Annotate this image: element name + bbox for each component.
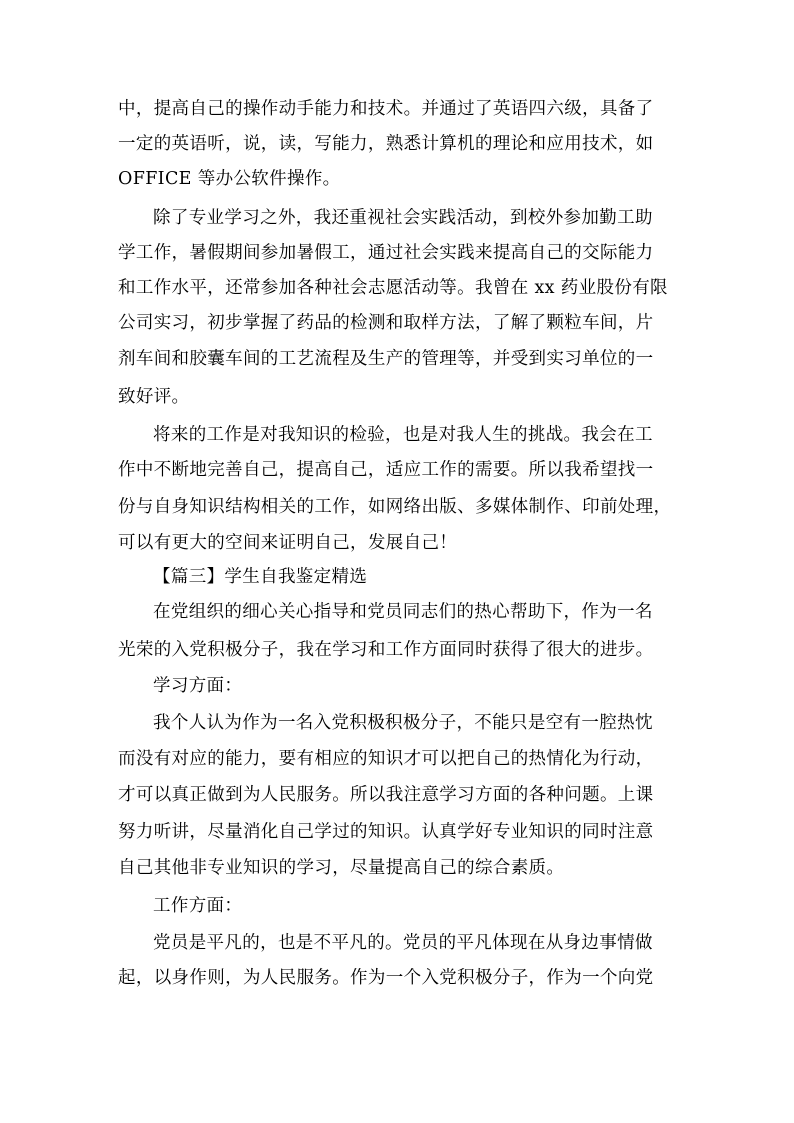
paragraph-line: 自己其他非专业知识的学习，尽量提高自己的综合素质。: [118, 858, 565, 878]
paragraph-line: 才可以真正做到为人民服务。所以我注意学习方面的各种问题。上课: [118, 785, 654, 805]
paragraph-line: 起，以身作则，为人民服务。作为一个入党积极分子，作为一个向党: [118, 968, 654, 988]
section-heading: 【篇三】学生自我鉴定精选: [153, 567, 368, 587]
paragraph-line: 可以有更大的空间来证明自己，发展自己！: [118, 533, 458, 553]
paragraph-line: 一定的英语听，说，读，写能力，熟悉计算机的理论和应用技术，如: [118, 134, 654, 154]
subsection-heading: 学习方面：: [153, 676, 243, 696]
paragraph-line: 中，提高自己的操作动手能力和技术。并通过了英语四六级，具备了: [118, 99, 654, 119]
paragraph-line: 和工作水平，还常参加各种社会志愿活动等。我曾在 xx 药业股份有限: [118, 278, 668, 298]
paragraph-line: 作中不断地完善自己，提高自己，适应工作的需要。所以我希望找一: [118, 460, 654, 480]
paragraph-line: OFFICE 等办公软件操作。: [118, 169, 341, 189]
paragraph-line: 将来的工作是对我知识的检验，也是对我人生的挑战。我会在工: [153, 425, 653, 445]
paragraph-line: 在党组织的细心关心指导和党员同志们的热心帮助下，作为一名: [153, 602, 653, 622]
paragraph-line: 努力听讲，尽量消化自己学过的知识。认真学好专业知识的同时注意: [118, 822, 654, 842]
paragraph-line: 剂车间和胶囊车间的工艺流程及生产的管理等，并受到实习单位的一: [118, 349, 654, 369]
paragraph-line: 党员是平凡的，也是不平凡的。党员的平凡体现在从身边事情做: [153, 933, 653, 953]
paragraph-line: 学工作，暑假期间参加暑假工，通过社会实践来提高自己的交际能力: [118, 243, 654, 263]
paragraph-line: 而没有对应的能力，要有相应的知识才可以把自己的热情化为行动，: [118, 749, 654, 769]
subsection-heading: 工作方面：: [153, 896, 243, 916]
paragraph-line: 我个人认为作为一名入党积极积极分子，不能只是空有一腔热忱: [153, 713, 653, 733]
paragraph-line: 致好评。: [118, 387, 190, 407]
paragraph-line: 光荣的入党积极分子，我在学习和工作方面同时获得了很大的进步。: [118, 640, 654, 660]
paragraph-line: 份与自身知识结构相关的工作，如网络出版、多媒体制作、印前处理，: [118, 497, 672, 517]
paragraph-line: 公司实习，初步掌握了药品的检测和取样方法，了解了颗粒车间，片: [118, 313, 654, 333]
paragraph-line: 除了专业学习之外，我还重视社会实践活动，到校外参加勤工助: [153, 208, 653, 228]
